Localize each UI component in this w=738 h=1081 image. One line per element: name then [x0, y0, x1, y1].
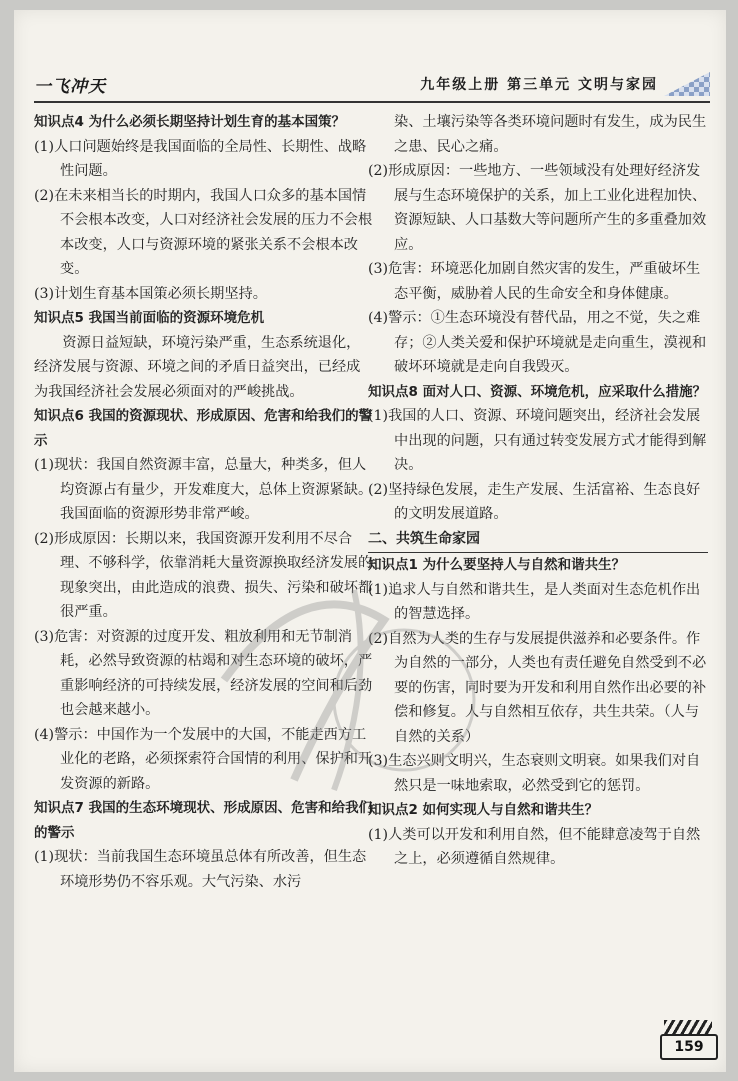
- stripes-decoration: [664, 1020, 712, 1034]
- knowledge-point-heading: 知识点5 我国当前面临的资源环境危机: [34, 310, 265, 326]
- brand-logo: 一飞冲天: [34, 77, 106, 97]
- knowledge-point-heading: 知识点6 我国的资源现状、形成原因、危害和给我们的警示: [34, 408, 373, 449]
- header-rule: [34, 101, 710, 103]
- list-item: (1)我国的人口、资源、环境问题突出，经济社会发展中出现的问题，只有通过转变发展方式才能得到解决。: [368, 408, 707, 473]
- page-header: [34, 72, 710, 104]
- list-item: (2)坚持绿色发展，走生产发展、生活富裕、生态良好的文明发展道路。: [368, 481, 701, 522]
- page-number: 159: [660, 1034, 718, 1060]
- knowledge-point-heading: 知识点7 我国的生态环境现状、形成原因、危害和给我们的警示: [34, 800, 373, 841]
- knowledge-point-heading: 知识点8 面对人口、资源、环境危机，应采取什么措施？: [368, 383, 707, 400]
- checker-decoration: [664, 72, 710, 96]
- list-item: (1)现状：当前我国生态环境虽总体有所改善，但生态环境形势仍不容乐观。大气污染、水污: [34, 849, 367, 890]
- paragraph-continued: 染、土壤污染等各类环境问题时有发生，成为民生之患、民心之痛。: [394, 114, 707, 155]
- list-item: (4)警示：①生态环境没有替代品，用之不觉，失之难存；②人类关爱和保护环境就是走向重生，漠视和破坏环境就是走向自我毁灭。: [368, 310, 707, 375]
- paragraph: 资源日益短缺，环境污染严重，生态系统退化，经济发展与资源、环境之间的矛盾日益突出，已经成为我国经济社会发展必须面对的严峻挑战。: [34, 334, 361, 400]
- section-heading: 二、共筑生命家园: [368, 527, 708, 554]
- list-item: (3)危害：环境恶化加剧自然灾害的发生，严重破坏生态平衡，威胁着人民的生命安全和身体健康。: [368, 261, 701, 302]
- list-item: (1)人类可以开发和利用自然，但不能肆意凌驾于自然之上，必须遵循自然规律。: [368, 826, 701, 867]
- list-item: (3)生态兴则文明兴，生态衰则文明衰。如果我们对自然只是一味地索取，必然受到它的惩罚。: [368, 753, 701, 794]
- watermark-logo: [184, 530, 504, 830]
- list-item: (1)人口问题始终是我国面临的全局性、长期性、战略性问题。: [34, 138, 367, 179]
- list-item: (2)形成原因：长期以来，我国资源开发利用不尽合理、不够科学，依靠消耗大量资源换取经济发展的现象突出，由此造成的浪费、损失、污染和破坏都很严重。: [34, 530, 373, 620]
- list-item: (4)警示：中国作为一个发展中的大国，不能走西方工业化的老路，必须探索符合国情的利用、保护和开发资源的新路。: [34, 726, 373, 792]
- list-item: (2)形成原因：一些地方、一些领域没有处理好经济发展与生态环境保护的关系，加上工业化进程加快、资源短缺、人口基数大等问题所产生的多重叠加效应。: [368, 163, 707, 253]
- list-item: (1)现状：我国自然资源丰富，总量大，种类多，但人均资源占有量少，开发难度大，总体上资源紧缺。我国面临的资源形势非常严峻。: [34, 457, 373, 522]
- knowledge-point-heading: 知识点2 如何实现人与自然和谐共生？: [368, 802, 599, 818]
- page-number-badge: [660, 1020, 718, 1060]
- list-item: (3)计划生育基本国策必须长期坚持。: [34, 285, 267, 302]
- running-title: 九年级上册 第三单元 文明与家园: [420, 77, 658, 93]
- list-item: (2)自然为人类的生存与发展提供滋养和必要条件。作为自然的一部分，人类也有责任避免自然受到不必要的伤害，同时要为开发和利用自然作出必要的补偿和修复。人与自然相互依存，共生共荣。（人与自然的关系）: [368, 630, 707, 745]
- list-item: (1)追求人与自然和谐共生，是人类面对生态危机作出的智慧选择。: [368, 581, 701, 622]
- list-item: (2)在未来相当长的时期内，我国人口众多的基本国情不会根本改变，人口对经济社会发展的压力不会根本改变，人口与资源环境的紧张关系不会根本改变。: [34, 187, 373, 277]
- knowledge-point-heading: 知识点4 为什么必须长期坚持计划生育的基本国策？: [34, 114, 346, 130]
- list-item: (3)危害：对资源的过度开发、粗放利用和无节制消耗，必然导致资源的枯竭和对生态环境的破坏，严重影响经济的可持续发展，经济发展的空间和后劲也会越来越小。: [34, 628, 373, 718]
- knowledge-point-heading: 知识点1 为什么要坚持人与自然和谐共生？: [368, 557, 626, 573]
- book-page: [14, 10, 726, 1072]
